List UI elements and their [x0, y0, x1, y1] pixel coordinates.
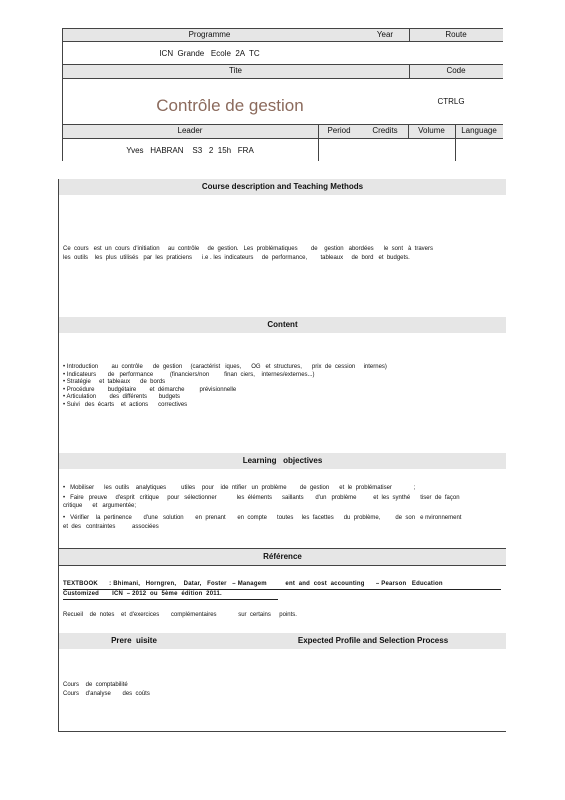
reference-title: Référence — [263, 552, 302, 561]
section-header-learning-objectives — [59, 453, 506, 469]
learning-objectives-title: Learning objectives — [242, 456, 323, 465]
rule — [62, 41, 503, 42]
period-label: Period — [327, 126, 351, 135]
textbook-line-1: TEXTBOOK : Bhimani, Horngren, Datar, Foster – Managem ent and cost accounting – Pearson Education — [63, 581, 443, 587]
rule — [59, 565, 506, 566]
objective-line: • Faire preuve d'esprit critique pour sélectionner les éléments saillants d'un problème et les synthé tiser de façon — [63, 495, 460, 501]
course-description-line-1: Ce cours est un cours d'initiation au contrôle de gestion. Les problématiques de gestion abordées le sont à travers — [63, 246, 434, 252]
section-header-course-description — [59, 179, 506, 195]
objective-line: • Mobiliser les outils analytiques utiles pour ide ntifier un problème de gestion et le problématiser ; — [63, 485, 416, 491]
body-bottom-border — [58, 731, 506, 732]
prerequisite-line: Cours de comptabilité — [63, 682, 128, 688]
expected-profile-title: Expected Profile and Selection Process — [297, 636, 449, 645]
objective-line: • Vérifier la pertinence d'une solution en prenant en compte toutes les facettes du problème, de son e nvironnement — [63, 515, 462, 521]
list-item: • Articulation des différents budgets — [63, 394, 387, 402]
volume-label: Volume — [418, 126, 445, 135]
leader-label: Leader — [177, 126, 203, 135]
leader-value: Yves HABRAN S3 2 15h FRA — [126, 146, 254, 155]
prerequisite-title: Prere uisite — [111, 636, 157, 645]
list-item: • Suivi des écarts et actions correctives — [63, 402, 387, 410]
content-title: Content — [267, 320, 298, 329]
section-header-content — [59, 317, 506, 333]
textbook-line-2: Customized ICN – 2012 ou 5ème édition 2011. — [63, 591, 222, 597]
year-label: Year — [376, 30, 394, 39]
language-label: Language — [461, 126, 497, 135]
code-label: Code — [446, 66, 466, 75]
route-label: Route — [445, 30, 467, 39]
rule — [62, 78, 503, 79]
underline — [63, 589, 501, 590]
prerequisite-line: Cours d'analyse des coûts — [63, 691, 150, 697]
course-code: CTRLG — [437, 97, 465, 106]
section-header-reference — [59, 549, 506, 565]
objective-line: et des contraintes associées — [63, 524, 159, 530]
content-list — [63, 364, 387, 410]
rule — [62, 138, 503, 139]
programme-label: Programme — [188, 30, 231, 39]
course-title: Contrôle de gestion — [156, 96, 304, 115]
underline — [63, 599, 278, 600]
recueil-line: Recueil de notes et d'exercices complémentaires sur certains points. — [63, 612, 297, 618]
list-item: • Indicateurs de performance (financiers/non finan ciers, internes/externes...) — [63, 372, 387, 380]
title-label: Tite — [228, 66, 243, 75]
course-description-title: Course description and Teaching Methods — [201, 182, 364, 191]
list-item: • Procédure budgétaire et démarche prévisionnelle — [63, 387, 387, 395]
course-description-line-2: les outils les plus utilisés par les praticiens i.e . les indicateurs de performance, tableaux de bord et budgets. — [63, 255, 410, 261]
list-item: • Stratégie et tableaux de bords — [63, 379, 387, 387]
list-item: • Introduction au contrôle de gestion (caractérist iques, OG et structures, prix de cession internes) — [63, 364, 387, 372]
credits-label: Credits — [372, 126, 398, 135]
programme-value: ICN Grande Ecole 2A TC — [159, 49, 260, 58]
objective-line: critique et argumentée; — [63, 503, 137, 509]
